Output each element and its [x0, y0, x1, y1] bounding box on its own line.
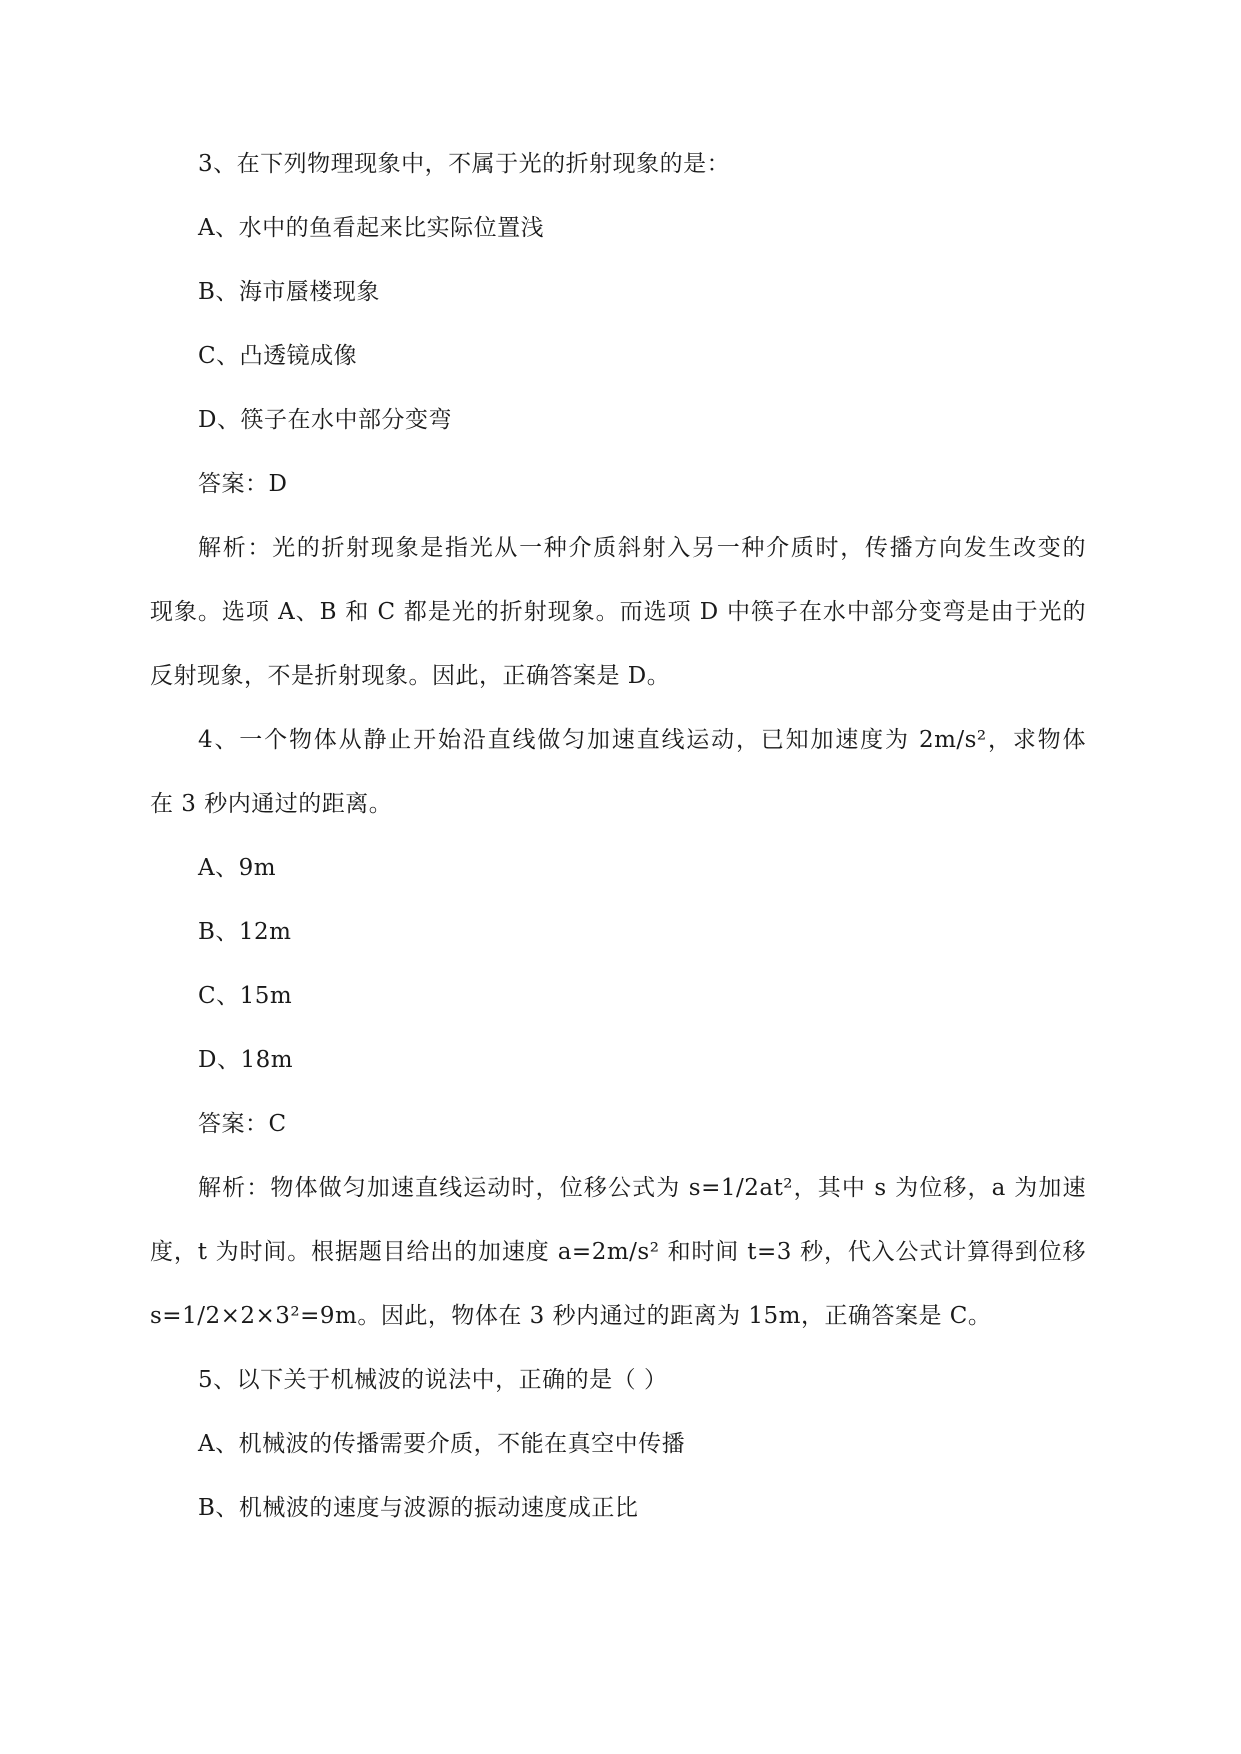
question-3-analysis-line-1: 解析：光的折射现象是指光从一种介质斜射入另一种介质时，传播方向发生改变的 — [198, 535, 1086, 561]
question-4-option-d: D、18m — [198, 1047, 294, 1073]
question-4-answer: 答案：C — [198, 1111, 287, 1137]
question-5-option-a: A、机械波的传播需要介质，不能在真空中传播 — [198, 1431, 686, 1457]
question-4-stem-line-2: 在 3 秒内通过的距离。 — [150, 791, 393, 817]
question-4-option-c: C、15m — [198, 983, 293, 1009]
question-3-option-a: A、水中的鱼看起来比实际位置浅 — [198, 215, 545, 241]
question-3-stem: 3、在下列物理现象中，不属于光的折射现象的是： — [198, 151, 731, 177]
question-4-analysis-line-1: 解析：物体做匀加速直线运动时，位移公式为 s=1/2at²，其中 s 为位移，a 为加速 — [198, 1175, 1086, 1201]
question-3-answer: 答案：D — [198, 471, 288, 497]
question-4-stem-line-1: 4、一个物体从静止开始沿直线做匀加速直线运动，已知加速度为 2m/s²，求物体 — [198, 727, 1086, 753]
question-5-option-b: B、机械波的速度与波源的振动速度成正比 — [198, 1495, 639, 1521]
question-5-stem: 5、以下关于机械波的说法中，正确的是（ ） — [198, 1367, 668, 1393]
question-3-option-c: C、凸透镜成像 — [198, 343, 358, 369]
question-4-option-a: A、9m — [198, 855, 277, 881]
question-3-option-b: B、海市蜃楼现象 — [198, 279, 380, 305]
question-3-option-d: D、筷子在水中部分变弯 — [198, 407, 452, 433]
question-3-analysis-line-3: 反射现象，不是折射现象。因此，正确答案是 D。 — [150, 663, 671, 689]
question-4-analysis-line-2: 度，t 为时间。根据题目给出的加速度 a=2m/s² 和时间 t=3 秒，代入公式计算得到位移 — [150, 1239, 1086, 1265]
question-3-analysis-line-2: 现象。选项 A、B 和 C 都是光的折射现象。而选项 D 中筷子在水中部分变弯是由于光的 — [150, 599, 1086, 625]
question-4-analysis-line-3: s=1/2×2×3²=9m。因此，物体在 3 秒内通过的距离为 15m，正确答案是 C。 — [150, 1303, 992, 1329]
question-4-option-b: B、12m — [198, 919, 292, 945]
